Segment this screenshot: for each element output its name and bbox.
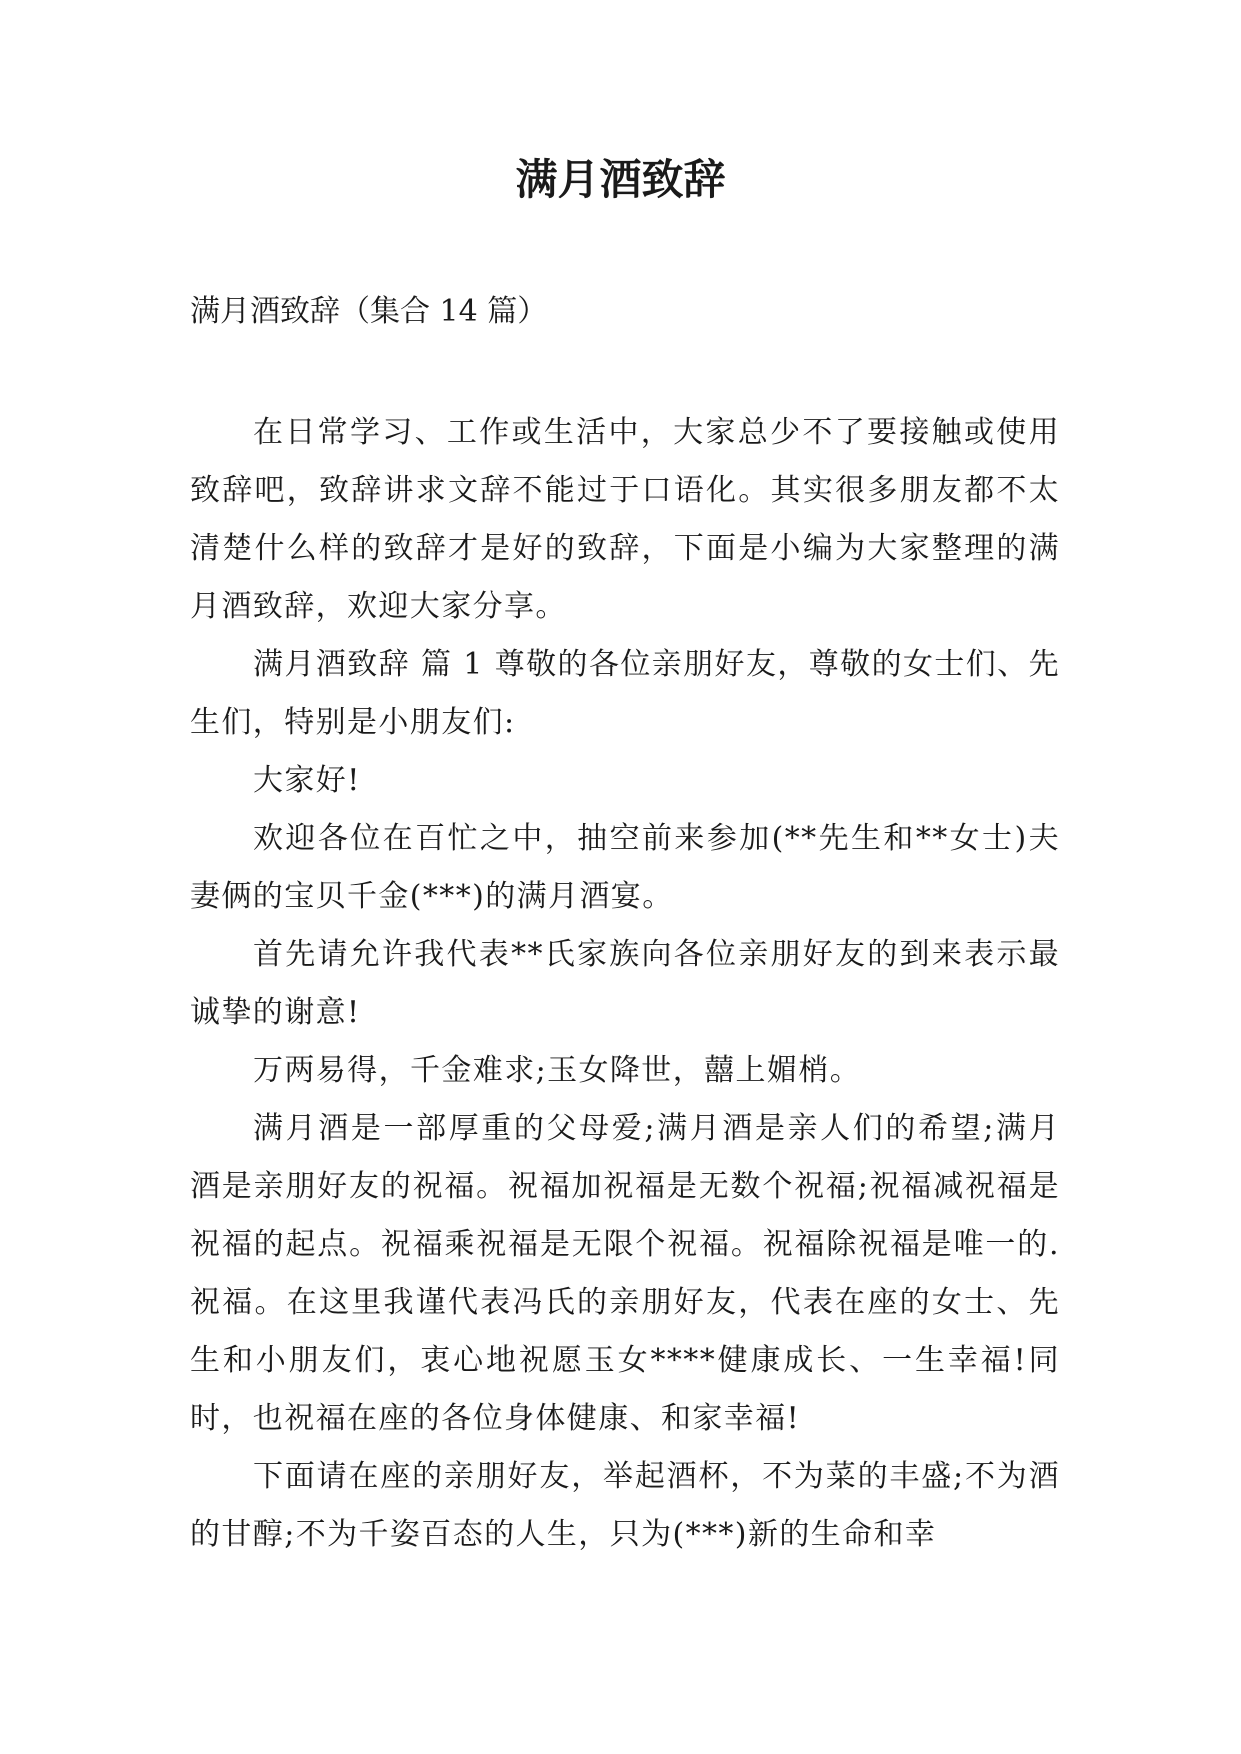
document-title: 满月酒致辞 — [515, 155, 726, 204]
document-body — [190, 404, 1060, 1564]
paragraph-intro: 在日常学习、工作或生活中，大家总少不了要接触或使用致辞吧，致辞讲求文辞不能过于口语化。其实很多朋友都不太清楚什么样的致辞才是好的致辞，下面是小编为大家整理的满月酒致辞，欢迎大家分享。 — [190, 415, 1060, 624]
paragraph-toast: 下面请在座的亲朋好友，举起酒杯，不为菜的丰盛;不为酒的甘醇;不为千姿百态的人生，只为(***)新的生命和幸 — [190, 1459, 1060, 1552]
paragraph-blessings: 满月酒是一部厚重的父母爱;满月酒是亲人们的希望;满月酒是亲朋好友的祝福。祝福加祝福是无数个祝福;祝福减祝福是祝福的起点。祝福乘祝福是无限个祝福。祝福除祝福是唯一的.祝福。在这里我谨代表冯氏的亲朋好友，代表在座的女士、先生和小朋友们，衷心地祝愿玉女****健康成长、一生幸福!同时，也祝福在座的各位身体健康、和家幸福! — [190, 1111, 1060, 1436]
paragraph-saying: 万两易得，千金难求;玉女降世，囍上媚梢。 — [253, 1053, 862, 1088]
paragraph-greeting-audience: 满月酒致辞 篇 1 尊敬的各位亲朋好友，尊敬的女士们、先生们，特别是小朋友们: — [190, 647, 1060, 740]
document-subtitle: 满月酒致辞（集合 14 篇） — [190, 294, 548, 329]
paragraph-welcome: 欢迎各位在百忙之中，抽空前来参加(**先生和**女士)夫妻俩的宝贝千金(***)的满月酒宴。 — [190, 821, 1060, 914]
paragraph-thanks: 首先请允许我代表**氏家族向各位亲朋好友的到来表示最诚挚的谢意! — [190, 937, 1060, 1030]
paragraph-hello: 大家好! — [253, 763, 361, 798]
